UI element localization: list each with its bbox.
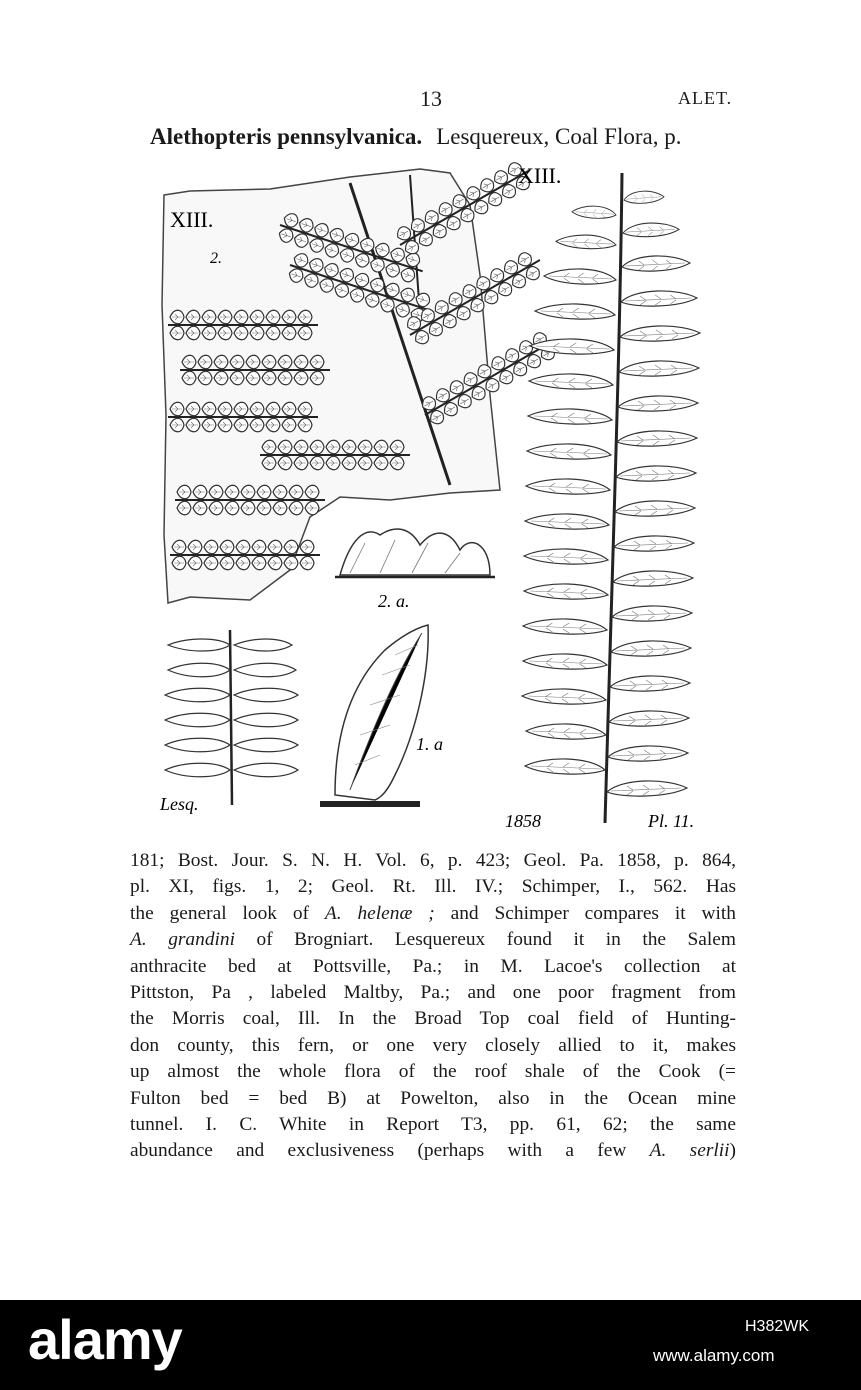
body-line: pl. XI, figs. 1, 2; Geol. Rt. Ill. IV.; Schimper, I., 562. Has xyxy=(130,876,736,898)
watermark-url: www.alamy.com xyxy=(653,1346,775,1365)
page-number: 13 xyxy=(420,86,442,111)
body-line: the general look of A. helenæ ; and Schimper compares it with xyxy=(130,902,736,924)
title-reference: Lesquereux, Coal Flora, p. xyxy=(436,124,682,149)
plate-label-left: XIII. xyxy=(170,207,214,232)
plate-number: Pl. 11. xyxy=(648,811,695,831)
body-line: 181; Bost. Jour. S. N. H. Vol. 6, p. 423; Geol. Pa. 1858, p. 864, xyxy=(130,850,736,871)
plate-label-right: XIII. xyxy=(518,163,562,188)
running-head: ALET. xyxy=(678,88,733,108)
watermark-image-id: H382WK xyxy=(745,1318,810,1335)
body-line: abundance and exclusiveness (perhaps with a few A. serlii) xyxy=(130,1140,736,1162)
body-line: the Morris coal, Ill. In the Broad Top coal field of Hunting- xyxy=(130,1008,736,1030)
taxon-name: A. serlii xyxy=(649,1140,730,1162)
fig-1a-label: 1. a xyxy=(416,734,443,754)
body-line: A. grandini of Brogniart. Lesquereux found it in the Salem xyxy=(130,929,736,951)
body-line: up almost the whole flora of the roof shale of the Cook (= xyxy=(130,1061,736,1083)
body-line: tunnel. I. C. White in Report T3, pp. 61, 62; the same xyxy=(130,1114,736,1136)
body-paragraph xyxy=(130,848,736,1165)
title-line xyxy=(150,124,681,150)
watermark-logo: alamy xyxy=(28,1308,182,1371)
taxon-name: A. helenæ ; xyxy=(324,902,435,924)
body-line: Fulton bed = bed B) at Powelton, also in the Ocean mine xyxy=(130,1087,736,1109)
fig-2a-label: 2. a. xyxy=(378,591,410,611)
body-line: don county, this fern, or one very closely allied to it, makes xyxy=(130,1034,736,1056)
taxon-name: A. grandini xyxy=(130,929,235,951)
body-line: anthracite bed at Pottsville, Pa.; in M. Lacoe's collection at xyxy=(130,955,736,977)
artist-signature: Lesq. xyxy=(160,794,199,814)
fig-1a-single-pinnule xyxy=(320,625,428,807)
fig-1-small-frond xyxy=(165,630,298,805)
species-title: Alethopteris pennsylvanica. xyxy=(150,124,423,149)
fig-2-label: 2. xyxy=(210,250,222,267)
fig-2a-enlarged-pinnules xyxy=(335,529,495,577)
fig-1-large-frond xyxy=(522,173,700,823)
body-line: Pittston, Pa , labeled Maltby, Pa.; and one poor fragment from xyxy=(130,982,736,1004)
fossil-plate-illustration xyxy=(150,155,730,835)
plate-year: 1858 xyxy=(505,811,541,831)
